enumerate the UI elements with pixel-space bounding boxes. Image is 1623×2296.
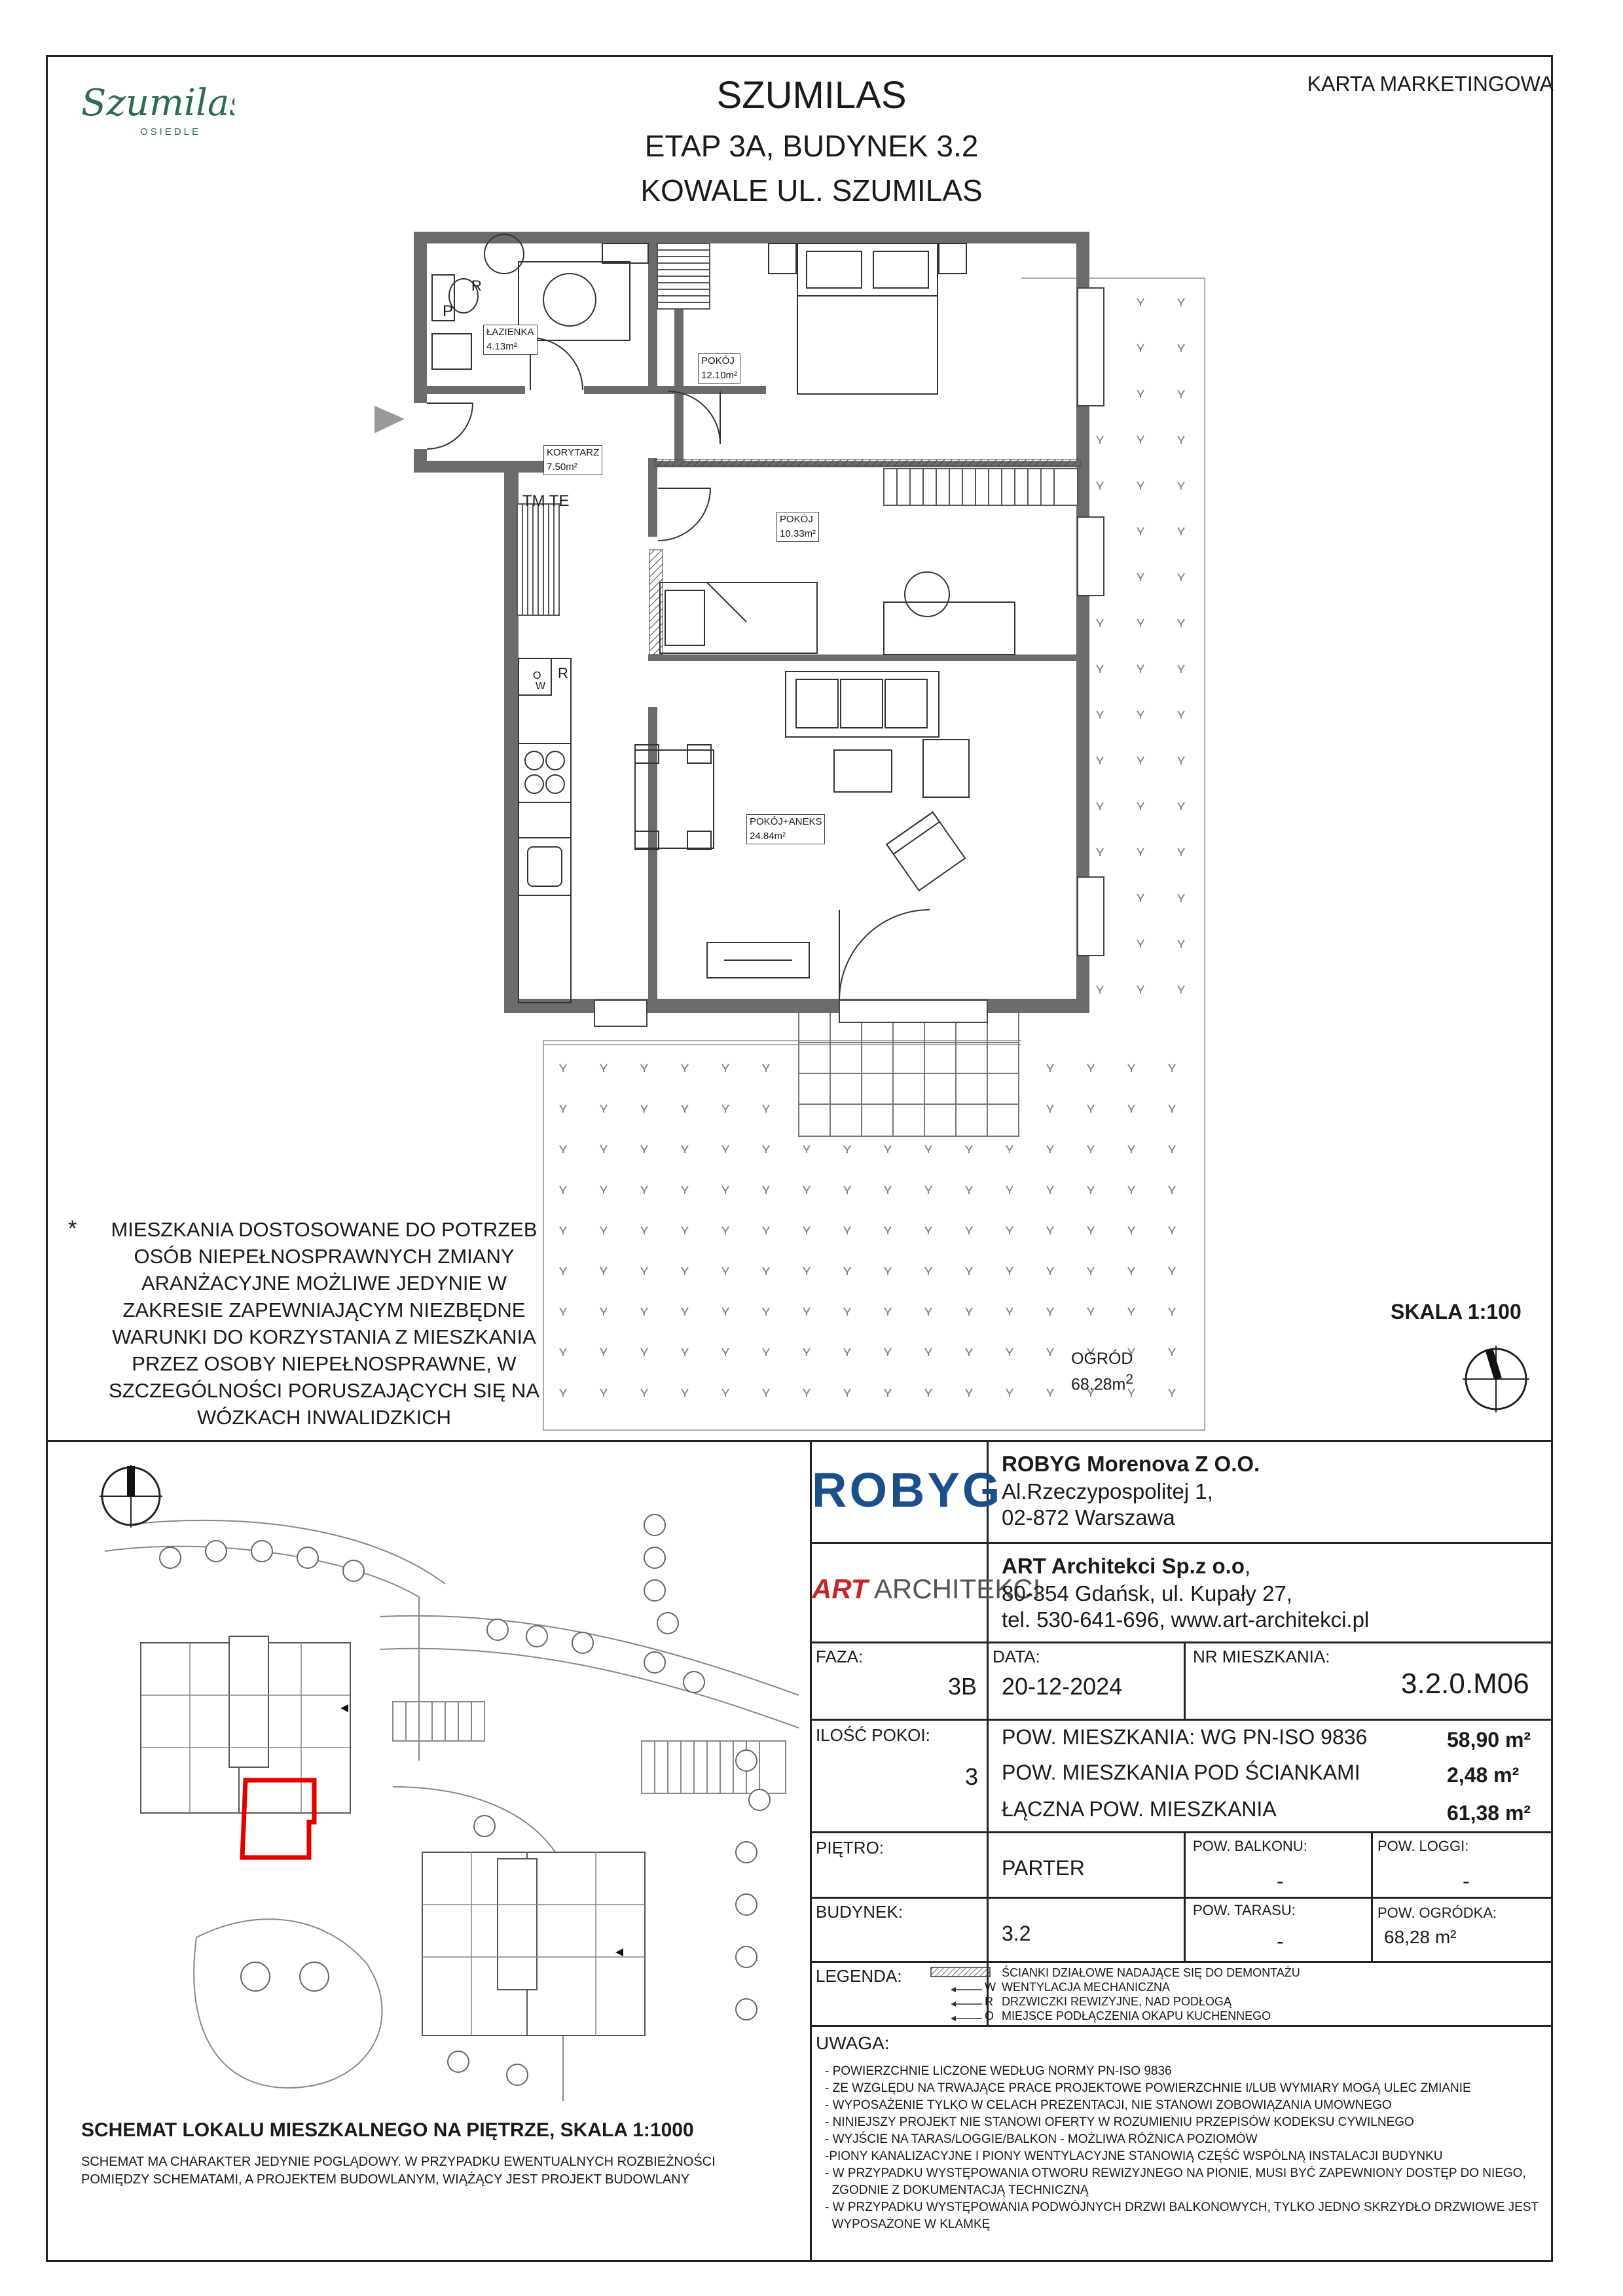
uwaga-list: - POWIERZCHNIE LICZONE WEDŁUG NORMY PN-ISO 9836 - ZE WZGLĘDU NA TRWAJĄCE PRACE PROJEKTOWE POWIERZCHNIE I/LUB WYMIARY MOGĄ ULEC ZMIANIE - WYPOSAŻENIE TYLKO W CELACH PREZENTACJI, NIE STANOWI ZOBOWIĄZANIA UMOWNEGO - NINIEJSZY PROJEKT NIE STANOWI OFERTY W ROZUMIENIU PRZEPISÓW KODEKSU CYWILNEGO - WYJŚCIE NA TARAS/LOGGIE/BALKON - MOŻLIWA RÓŻNICA POZIOMÓW -PIONY KANALIZACYJNE I PIONY WENTYLACYJNE STANOWIĄ CZĘŚĆ WSPÓLNĄ INSTALACJI BUDYNKU - W PRZYPADKU WYSTĘPOWANIA OTWORU REWIZYJNEGO NA PIONIE, MUSI BYĆ ZAPEWNIONY DOSTĘP DO NIEGO, ZGODNIE Z DOKUMENTACJĄ TECHNICZNĄ - W PRZYPADKU WYSTĘPOWANIA PODWÓJNYCH DRZWI BALKONOWYCH, TYLKO JEDNO SKRZYDŁO DRZWIOWE JEST WYPOSAŻONE W KLAMKĘ [825, 2064, 1539, 2231]
laczna-label: ŁĄCZNA POW. MIESZKANIA [1002, 1797, 1277, 1821]
garden-grass-mark [966, 1348, 972, 1356]
garden-grass-mark [641, 1308, 647, 1316]
garden-grass-mark [803, 1227, 810, 1234]
garden-grass-mark [925, 1389, 932, 1397]
garden-grass-mark [1137, 757, 1144, 764]
room-label-living-kitchen: POKÓJ+ANEKS 24.84m² [746, 814, 825, 844]
budynek-label: BUDYNEK: [816, 1902, 903, 1922]
garden-grass-mark [1006, 1308, 1013, 1316]
garden-grass-mark [1137, 940, 1144, 948]
garden-grass-mark [925, 1267, 932, 1275]
table-col-line [1184, 1831, 1186, 1962]
garden-grass-mark [966, 1308, 972, 1316]
pietro-label: PIĘTRO: [816, 1838, 884, 1857]
garden-grass-mark [722, 1227, 729, 1234]
garden-grass-mark [1178, 528, 1184, 535]
garden-grass-mark [1178, 573, 1184, 581]
legend-label: LEGENDA: [816, 1966, 902, 1986]
garden-grass-mark [1097, 436, 1103, 444]
mark-p: P [443, 302, 454, 320]
table-left-border [810, 1440, 812, 2262]
north-arrow-icon [1460, 1343, 1532, 1415]
garden-grass-mark [560, 1105, 566, 1113]
garden-grass-mark [844, 1186, 850, 1194]
garden-grass-mark [884, 1267, 891, 1275]
garden-grass-mark [763, 1308, 769, 1316]
ogrodek-value: 68,28 m² [1384, 1927, 1457, 1947]
mark-r-kitchen: R [558, 665, 568, 681]
garden-grass-mark [1178, 436, 1184, 444]
garden-grass-mark [1178, 848, 1184, 856]
garden-grass-mark [763, 1348, 769, 1356]
garden-grass-mark [1087, 1105, 1094, 1113]
garden-label: OGRÓD $68.28m^2$ [1071, 1350, 1133, 1394]
garden-grass-mark [844, 1145, 850, 1153]
garden-grass-mark [763, 1105, 769, 1113]
garden-grass-mark [1137, 711, 1144, 719]
garden-grass-mark [600, 1186, 607, 1194]
garden-grass-mark [966, 1227, 972, 1234]
legend-text-2: WENTYLACJA MECHANICZNA [1002, 1981, 1171, 1994]
garden-grass-mark [844, 1267, 850, 1275]
garden-grass-mark [1087, 1145, 1094, 1153]
garden-grass-mark [641, 1186, 647, 1194]
garden-grass-mark [560, 1186, 566, 1194]
garden-grass-mark [1097, 482, 1103, 490]
garden-grass-mark [600, 1145, 607, 1153]
note-asterisk: * [68, 1216, 77, 1241]
developer-name: ROBYG Morenova Z O.O. [1002, 1452, 1260, 1476]
data-value: 20-12-2024 [1002, 1673, 1123, 1700]
garden-grass-mark [722, 1145, 729, 1153]
taras-label: POW. TARASU: [1193, 1902, 1296, 1918]
architect-address: 80-354 Gdańsk, ul. Kupały 27, [1002, 1581, 1292, 1605]
garden-grass-mark [560, 1145, 566, 1153]
logo-wordmark: Szumilas [81, 82, 234, 124]
garden-grass-mark [1047, 1227, 1053, 1234]
garden-grass-mark [1097, 665, 1103, 673]
garden-grass-mark [884, 1389, 891, 1397]
legend-text-3: DRZWICZKI REWIZYJNE, NAD PODŁOGĄ [1002, 1995, 1232, 2008]
garden-grass-mark [763, 1389, 769, 1397]
legend-text-1: ŚCIANKI DZIAŁOWE NADAJĄCE SIĘ DO DEMONTAŻU [1002, 1966, 1300, 1979]
garden-grass-mark [682, 1064, 688, 1072]
room-label-bathroom: ŁAZIENKA 4.13m² [483, 325, 538, 355]
terrace-tiles [799, 1012, 1019, 1136]
site-north-arrow-icon [100, 1465, 162, 1528]
garden-grass-mark [884, 1348, 891, 1356]
project-location: KOWALE UL. SZUMILAS [640, 173, 983, 207]
garden-grass-mark [1169, 1227, 1175, 1234]
robyg-logo: ROBYG [812, 1463, 1003, 1517]
bedroom-2-furniture [660, 572, 1015, 655]
table-row-line [810, 1831, 1553, 1833]
loggia-label: POW. LOGGI: [1377, 1838, 1469, 1854]
garden-grass-mark [1047, 1308, 1053, 1316]
garden-grass-mark [560, 1227, 566, 1234]
garden-grass-mark [682, 1227, 688, 1234]
garden-grass-mark [722, 1267, 729, 1275]
garden-grass-mark [641, 1389, 647, 1397]
garden-grass-mark [1169, 1105, 1175, 1113]
garden-grass-mark [1006, 1267, 1013, 1275]
garden-grass-mark [1137, 436, 1144, 444]
garden-grass-mark [1137, 390, 1144, 398]
pietro-value: PARTER [1002, 1856, 1085, 1880]
garden-grass-mark [1087, 1186, 1094, 1194]
taras-value: - [1277, 1929, 1284, 1953]
mark-tm-te: TM TE [522, 492, 570, 510]
garden-grass-mark [1087, 1308, 1094, 1316]
garden-grass-mark [1006, 1348, 1013, 1356]
legend-symbol-r: R [985, 1995, 993, 2008]
garden-grass-mark [560, 1267, 566, 1275]
architect-contact: tel. 530-641-696, www.art-architekci.pl [1002, 1607, 1370, 1632]
garden-grass-mark [1006, 1227, 1013, 1234]
garden-grass-mark [803, 1186, 810, 1194]
loggia-value: - [1463, 1869, 1470, 1893]
card-label: KARTA MARKETINGOWA [1307, 72, 1554, 96]
room-label-bedroom-2: POKÓJ 10.33m² [776, 512, 819, 542]
garden-grass-mark [803, 1267, 810, 1275]
garden-grass-mark [722, 1389, 729, 1397]
nr-label: NR MIESZKANIA: [1193, 1647, 1330, 1666]
pokoje-value: 3 [965, 1763, 979, 1790]
garden-grass-mark [682, 1105, 688, 1113]
garden-grass-mark [1087, 1064, 1094, 1072]
budynek-value: 3.2 [1002, 1922, 1031, 1945]
garden-grass-mark [1137, 573, 1144, 581]
garden-grass-mark [1137, 665, 1144, 673]
garden-grass-mark [1137, 528, 1144, 535]
faza-value: 3B [948, 1673, 977, 1700]
garden-grass-mark [1137, 298, 1144, 306]
garden-grass-mark [682, 1267, 688, 1275]
garden-grass-mark [641, 1145, 647, 1153]
garden-grass-mark [1128, 1064, 1135, 1072]
garden-grass-mark [600, 1389, 607, 1397]
laczna-value: 61,38 m² [1447, 1801, 1531, 1825]
garden-grass-mark [763, 1267, 769, 1275]
garden-grass-mark [682, 1389, 688, 1397]
garden-grass-mark [1128, 1308, 1135, 1316]
table-row-line [810, 2025, 1553, 2027]
garden-grass-mark [1128, 1227, 1135, 1234]
developer-address-1: Al.Rzeczypospolitej 1, [1002, 1479, 1213, 1503]
site-schema-title: SCHEMAT LOKALU MIESZKALNEGO NA PIĘTRZE, SKALA 1:1000 [81, 2119, 694, 2141]
garden-grass-mark [1087, 1267, 1094, 1275]
garden-grass-mark [966, 1389, 972, 1397]
room-label-corridor: KORYTARZ 7.50m² [543, 445, 602, 475]
garden-grass-mark [641, 1267, 647, 1275]
uwaga-label: UWAGA: [816, 2033, 890, 2053]
garden-grass-mark [1137, 848, 1144, 856]
garden-grass-mark [722, 1105, 729, 1113]
garden-grass-mark [1097, 711, 1103, 719]
garden-grass-mark [600, 1227, 607, 1234]
mark-r-bath: R [471, 278, 482, 294]
project-title: SZUMILAS [716, 74, 907, 117]
garden-grass-mark [682, 1186, 688, 1194]
legend-text-4: MIEJSCE PODŁĄCZENIA OKAPU KUCHENNEGO [1002, 2009, 1271, 2022]
legend-symbol-o: O [985, 2009, 994, 2022]
garden-grass-mark [925, 1227, 932, 1234]
garden-grass-mark [600, 1348, 607, 1356]
garden-grass-mark [884, 1145, 891, 1153]
garden-grass-mark [682, 1145, 688, 1153]
garden-grass-mark [1169, 1348, 1175, 1356]
garden-grass-mark [763, 1227, 769, 1234]
garden-grass-mark [722, 1348, 729, 1356]
faza-label: FAZA: [816, 1647, 864, 1666]
garden-grass-mark [600, 1105, 607, 1113]
garden-grass-mark [641, 1348, 647, 1356]
garden-grass-mark [641, 1227, 647, 1234]
mark-w: W [536, 681, 546, 692]
garden-grass-mark [722, 1186, 729, 1194]
garden-grass-mark [1137, 482, 1144, 490]
garden-grass-mark [1137, 802, 1144, 810]
scianki-value: 2,48 m² [1447, 1763, 1520, 1787]
garden-grass-mark [1178, 390, 1184, 398]
section-divider [46, 1440, 1553, 1442]
project-stage: ETAP 3A, BUDYNEK 3.2 [644, 129, 979, 163]
room-label-bedroom-1: POKÓJ 12.10m² [698, 353, 740, 384]
balkon-value: - [1277, 1869, 1284, 1893]
garden-grass-mark [1047, 1145, 1053, 1153]
garden-grass-mark [1178, 298, 1184, 306]
table-row-line [810, 1641, 1553, 1643]
table-row-line [810, 1961, 1553, 1963]
garden-grass-mark [763, 1064, 769, 1072]
garden-grass-mark [1178, 894, 1184, 902]
ogrodek-label: POW. OGRÓDKA: [1377, 1905, 1497, 1921]
garden-grass-mark [641, 1064, 647, 1072]
garden-grass-mark [1047, 1105, 1053, 1113]
garden-grass-mark [1047, 1064, 1053, 1072]
garden-grass-mark [844, 1348, 850, 1356]
garden-area [543, 278, 1205, 1430]
garden-grass-mark [925, 1186, 932, 1194]
pow-label: POW. MIESZKANIA: WG PN-ISO 9836 [1002, 1725, 1368, 1749]
garden-grass-mark [844, 1308, 850, 1316]
legend-symbol-w: W [985, 1981, 996, 1994]
scianki-label: POW. MIESZKANIA POD ŚCIANKAMI [1002, 1761, 1360, 1784]
garden-grass-mark [925, 1308, 932, 1316]
garden-grass-mark [1169, 1064, 1175, 1072]
logo-subtext: OSIEDLE [140, 126, 202, 137]
garden-grass-mark [844, 1227, 850, 1234]
garden-grass-mark [600, 1064, 607, 1072]
garden-grass-mark [1047, 1348, 1053, 1356]
accessibility-note: MIESZKANIA DOSTOSOWANE DO POTRZEB OSÓB NIEPEŁNOSPRAWNYCH ZMIANY ARANŻACYJNE MOŻLIWE JEDYNIE W ZAKRESIE ZAPEWNIAJĄCYM NIEZBĘDNE WARUNKI DO KORZYSTANIA Z MIESZKANIA PRZEZ OSOBY NIEPEŁNOSPRAWNE, W SZCZEGÓLNOŚCI PORUSZAJĄCYCH SIĘ NA WÓZKACH INWALIDZKICH [109, 1218, 539, 1429]
garden-grass-mark [722, 1308, 729, 1316]
garden-grass-mark [1178, 665, 1184, 673]
kitchen-units [519, 658, 571, 1003]
developer-address-2: 02-872 Warszawa [1002, 1505, 1175, 1530]
mark-o: O [533, 670, 541, 681]
garden-grass-mark [1178, 482, 1184, 490]
garden-grass-mark [1178, 711, 1184, 719]
garden-grass-mark [1169, 1389, 1175, 1397]
garden-grass-mark [560, 1064, 566, 1072]
garden-grass-mark [1178, 986, 1184, 994]
garden-grass-mark [1169, 1145, 1175, 1153]
garden-grass-mark [1047, 1186, 1053, 1194]
garden-grass-mark [1047, 1389, 1053, 1397]
nr-value: 3.2.0.M06 [1401, 1668, 1529, 1700]
garden-grass-mark [1006, 1389, 1013, 1397]
garden-grass-mark [1137, 894, 1144, 902]
garden-grass-mark [1047, 1267, 1053, 1275]
garden-grass-mark [803, 1348, 810, 1356]
scale-label: SKALA 1:100 [1391, 1300, 1522, 1323]
garden-grass-mark [1006, 1186, 1013, 1194]
balkon-label: POW. BALKONU: [1193, 1838, 1307, 1854]
garden-grass-mark [925, 1145, 932, 1153]
art-architekci-logo: ART ARCHITEKCI [812, 1573, 1041, 1604]
garden-grass-mark [1097, 619, 1103, 627]
table-col-line [1184, 1641, 1186, 1719]
garden-grass-mark [803, 1308, 810, 1316]
garden-grass-mark [722, 1064, 729, 1072]
garden-grass-mark [560, 1348, 566, 1356]
garden-grass-mark [763, 1145, 769, 1153]
garden-grass-mark [641, 1105, 647, 1113]
garden-grass-mark [1137, 344, 1144, 352]
pow-value: 58,90 m² [1447, 1728, 1531, 1751]
garden-grass-mark [1169, 1267, 1175, 1275]
garden-grass-mark [1178, 619, 1184, 627]
garden-grass-mark [1087, 1227, 1094, 1234]
garden-grass-mark [884, 1186, 891, 1194]
garden-grass-mark [803, 1389, 810, 1397]
garden-grass-mark [1169, 1186, 1175, 1194]
garden-grass-mark [1097, 757, 1103, 764]
garden-grass-mark [925, 1348, 932, 1356]
garden-grass-mark [1137, 986, 1144, 994]
garden-grass-mark [600, 1267, 607, 1275]
garden-grass-mark [1128, 1145, 1135, 1153]
bathroom-fixtures [432, 234, 648, 369]
garden-grass-mark [1097, 802, 1103, 810]
garden-grass-mark [560, 1389, 566, 1397]
garden-grass-mark [1178, 802, 1184, 810]
garden-grass-mark [966, 1267, 972, 1275]
garden-grass-mark [1097, 848, 1103, 856]
garden-grass-mark [1128, 1105, 1135, 1113]
data-label: DATA: [993, 1647, 1040, 1666]
entrance-arrow [374, 406, 405, 433]
garden-grass-mark [884, 1308, 891, 1316]
garden-grass-mark [682, 1348, 688, 1356]
garden-grass-mark [1006, 1145, 1013, 1153]
garden-grass-mark [682, 1308, 688, 1316]
garden-grass-mark [1128, 1186, 1135, 1194]
garden-grass-mark [966, 1186, 972, 1194]
bedroom-1-furniture [769, 243, 966, 394]
garden-grass-mark [1178, 757, 1184, 764]
garden-grass-mark [600, 1308, 607, 1316]
table-row-line [810, 1719, 1553, 1721]
garden-grass-mark [1128, 1267, 1135, 1275]
garden-grass-mark [966, 1145, 972, 1153]
garden-grass-mark [1178, 940, 1184, 948]
garden-grass-mark [803, 1145, 810, 1153]
table-row-line [810, 1897, 1553, 1899]
site-plan [65, 1446, 812, 2114]
garden-grass-mark [1137, 619, 1144, 627]
garden-grass-mark [1178, 344, 1184, 352]
table-col-line [1371, 1831, 1373, 1962]
garden-grass-mark [1169, 1308, 1175, 1316]
architect-name: ART Architekci Sp.z o.o, [1002, 1554, 1251, 1578]
pokoje-label: ILOŚĆ POKOI: [816, 1725, 930, 1745]
garden-grass-mark [560, 1308, 566, 1316]
table-row-line [810, 1542, 1553, 1544]
site-schema-note: SCHEMAT MA CHARAKTER JEDYNIE POGLĄDOWY. W PRZYPADKU EWENTUALNYCH ROZBIEŻNOŚCI POMIĘDZY SCHEMATAMI, A PROJEKTEM BUDOWLANYM, WIĄŻĄCY JEST PROJEKT BUDOWLANY [81, 2155, 716, 2187]
garden-grass-mark [1097, 986, 1103, 994]
garden-grass-mark [763, 1186, 769, 1194]
garden-grass-mark [884, 1227, 891, 1234]
garden-grass-mark [844, 1389, 850, 1397]
